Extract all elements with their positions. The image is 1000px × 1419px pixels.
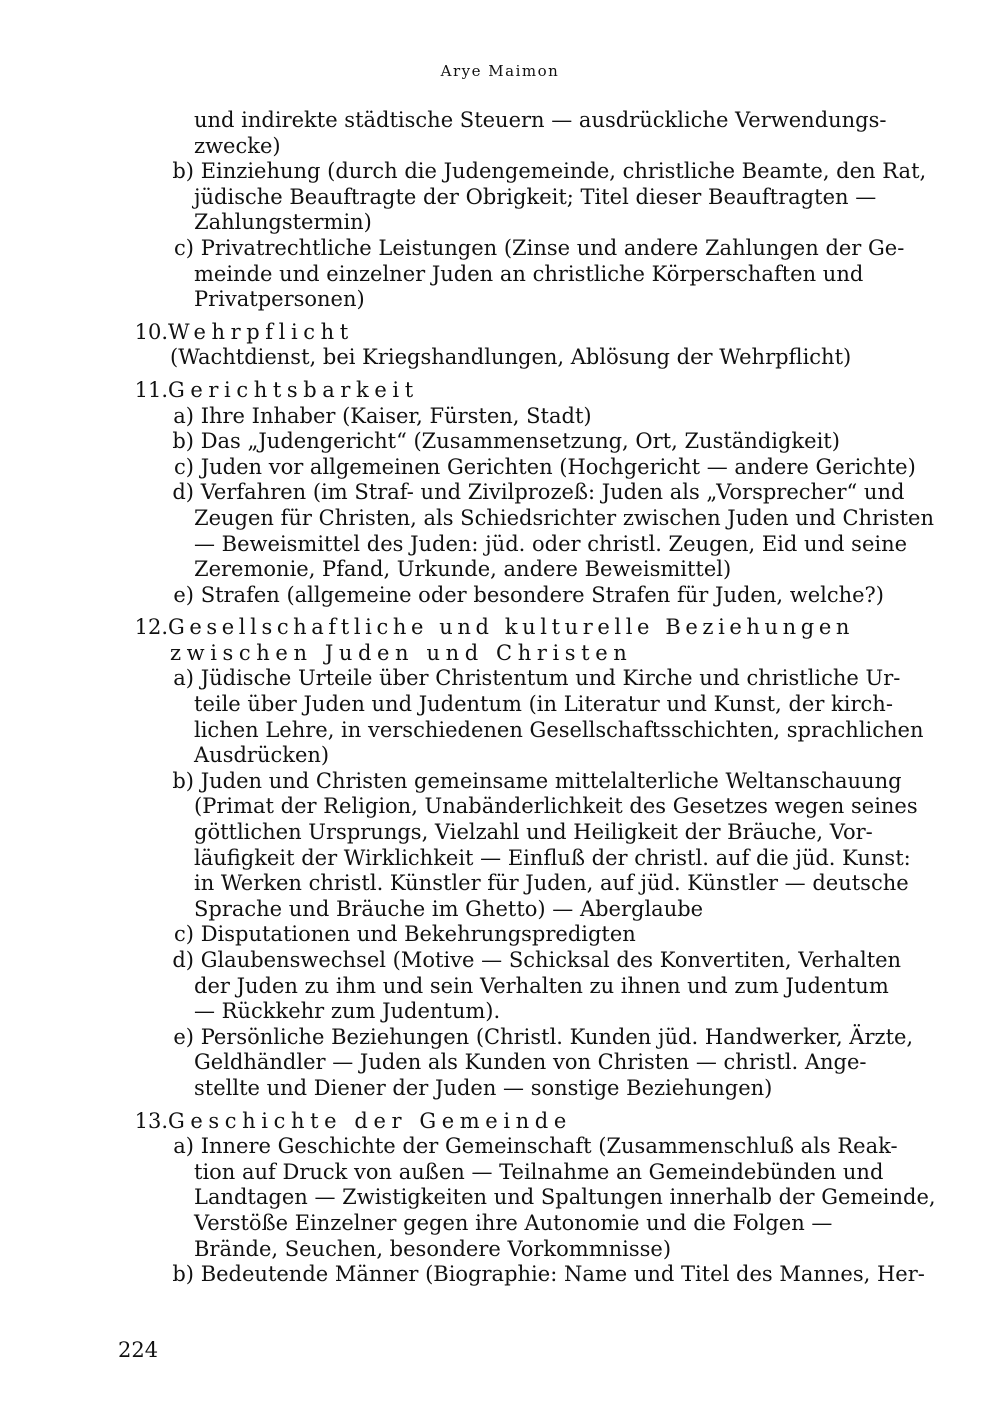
section-title: Gerichtsbarkeit [168,377,419,402]
item-label: e) [173,1024,194,1049]
text-line: Verstöße Einzelner gegen ihre Autonomie und die Folgen — [194,1210,833,1235]
item-label: b) [172,159,194,184]
list-item-label-line [130,1262,925,1288]
list-item-label-line [130,429,870,455]
item-label: a) [173,403,194,428]
section-title: Geschichte der Gemeinde [168,1108,572,1133]
list-item-label-line [130,922,870,948]
text-line: Juden vor allgemeinen Gerichten (Hochgericht — andere Gerichte) [200,454,916,479]
section-title: Wehrpflicht [168,319,354,344]
list-item-label-line [130,235,905,262]
text-line: Persönliche Beziehungen (Christl. Kunden jüd. Handwerker, Ärzte, [200,1024,914,1049]
text-line: Disputationen und Bekehrungspredigten [200,922,636,947]
list-item-label-line [130,768,902,795]
section-heading [130,1109,870,1135]
text-line: Privatpersonen) [194,287,365,312]
text-line: läufigkeit der Wirklichkeit — Einfluß der christl. auf die jüd. Kunst: [194,845,911,870]
text-line: Jüdische Urteile über Christentum und Kirche und christliche Ur- [200,666,901,691]
text-line: zwecke) [194,133,281,158]
text-line: (Wachtdienst, bei Kriegshandlungen, Ablösung der Wehrpflicht) [170,345,852,370]
text-line: (Primat der Religion, Unabänderlichkeit des Gesetzes wegen seines [194,794,918,819]
item-label: d) [172,948,194,972]
page-body [130,108,936,1288]
text-line: teile über Juden und Judentum (in Literatur und Kunst, der kirch- [194,692,893,717]
item-label: b) [172,429,194,454]
text-line: Innere Geschichte der Gemeinschaft (Zusammenschluß als Reak- [200,1134,898,1159]
list-item-label-line [130,404,870,430]
list-item-label-line [130,480,905,506]
text-line: Verfahren (im Straf- und Zivilprozeß: Juden als „Vorsprecher“ und [200,480,905,505]
item-label: a) [173,666,194,691]
text-line: — Beweismittel des Juden: jüd. oder christl. Zeugen, Eid und seine [194,531,908,556]
item-label: b) [172,1262,194,1287]
text-line: Glaubenswechsel (Motive — Schicksal des Konvertiten, Verhalten [200,948,902,972]
text-line: Ausdrücken) [194,743,330,768]
text-line: Privatrechtliche Leistungen (Zinse und andere Zahlungen der Ge- [200,235,905,260]
running-header: Arye Maimon [440,62,560,80]
section-title-continued: zwischen Juden und Christen [170,640,633,665]
text-line: jüdische Beauftragte der Obrigkeit; Titel dieser Beauftragten — [194,184,877,209]
list-item-label-line [130,159,927,185]
item-label: a) [173,1134,194,1159]
list-item-label-line [130,1134,898,1160]
text-line: Zeremonie, Pfand, Urkunde, andere Beweismittel) [194,557,732,582]
text-line: stellte und Diener der Juden — sonstige Beziehungen) [194,1075,773,1100]
text-line: und indirekte städtische Steuern — ausdrückliche Verwendungs- [194,108,887,132]
item-label: c) [174,922,194,947]
section-number: 10. [134,319,168,344]
text-line: Landtagen — Zwistigkeiten und Spaltungen innerhalb der Gemeinde, [194,1185,936,1210]
item-label: d) [172,480,194,505]
list-item-label-line [130,948,902,974]
list-item-label-line [130,454,916,481]
page-number: 224 [118,1338,159,1362]
section-title: Gesellschaftliche und kulturelle Beziehungen [168,615,854,640]
section-heading [130,615,870,641]
item-label: c) [174,235,194,260]
text-line: Das „Judengericht“ (Zusammensetzung, Ort, Zuständigkeit) [200,429,840,454]
text-line: Zeugen für Christen, als Schiedsrichter zwischen Juden und Christen [194,505,934,530]
text-line: der Juden zu ihm und sein Verhalten zu ihnen und zum Judentum [194,973,889,998]
text-line: Ihre Inhaber (Kaiser, Fürsten, Stadt) [200,403,592,428]
text-line: — Rückkehr zum Judentum). [194,999,501,1024]
text-line: Sprache und Bräuche im Ghetto) — Aberglaube [194,896,704,921]
text-line: Juden und Christen gemeinsame mittelalterliche Weltanschauung [200,768,902,793]
text-line: Geldhändler — Juden als Kunden von Christen — christl. Ange- [194,1050,867,1075]
text-line: meinde und einzelner Juden an christliche Körperschaften und [194,261,864,286]
section-number: 11. [134,377,168,402]
item-label: b) [172,768,194,793]
section-number: 12. [134,615,168,640]
text-line: Einziehung (durch die Judengemeinde, christliche Beamte, den Rat, [200,159,927,184]
text-line: Brände, Seuchen, besondere Vorkommnisse) [194,1236,672,1261]
text-line: Bedeutende Männer (Biographie: Name und Titel des Mannes, Her- [200,1262,925,1287]
text-line: Strafen (allgemeine oder besondere Strafen für Juden, welche?) [200,582,884,607]
section-number: 13. [134,1108,168,1133]
list-item-label-line [130,666,901,692]
item-label: c) [174,454,194,479]
list-item-label-line [130,582,884,609]
text-line: lichen Lehre, in verschiedenen Gesellschaftsschichten, sprachlichen [194,717,924,742]
text-line: tion auf Druck von außen — Teilnahme an Gemeindebünden und [194,1159,884,1184]
text-line: göttlichen Ursprungs, Vielzahl und Heiligkeit der Bräuche, Vor- [194,820,873,845]
section-heading [130,378,870,404]
text-line: in Werken christl. Künstler für Juden, auf jüd. Künstler — deutsche [194,871,909,896]
item-label: e) [173,582,194,607]
section-heading [130,320,870,346]
list-item-label-line [130,1024,914,1051]
text-line: Zahlungstermin) [194,210,372,235]
